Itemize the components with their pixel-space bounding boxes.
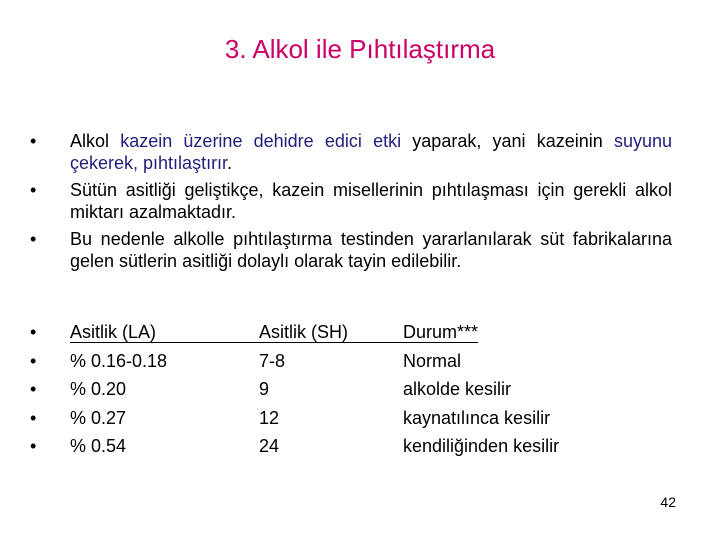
bullet-icon: • <box>30 180 37 200</box>
bullet-icon: • <box>30 322 37 342</box>
slide-title: 3. Alkol ile Pıhtılaştırma <box>224 34 496 64</box>
bullet-text: . <box>227 153 233 173</box>
bullet-icon: • <box>30 379 37 399</box>
cell-durum: kaynatılınca kesilir <box>403 407 551 428</box>
cell-sh: 12 <box>259 407 280 428</box>
table-row <box>30 347 690 376</box>
cell-la: % 0.16-0.18 <box>70 350 168 371</box>
bullet-text: yaparak, yani kazeinin <box>401 131 614 151</box>
acidity-table <box>30 318 690 461</box>
bullet-icon: • <box>30 229 37 249</box>
highlight-text: suyunu çekerek, pıhtılaştırır <box>70 131 673 173</box>
cell-durum: alkolde kesilir <box>403 379 512 399</box>
header-asitlik-la: Asitlik (LA) <box>70 318 259 343</box>
cell-la: % 0.27 <box>70 407 127 428</box>
table-row <box>30 404 690 433</box>
cell-sh: 7-8 <box>259 350 286 371</box>
page-number: 42 <box>660 494 676 510</box>
bullet-item <box>30 179 672 223</box>
cell-la: % 0.20 <box>70 379 127 399</box>
table-row <box>30 375 690 404</box>
bullet-text: Sütün asitliği geliştikçe, kazein misellerinin pıhtılaşması için gerekli alkol miktarı azalmaktadır. <box>70 180 672 222</box>
table-row <box>30 432 690 461</box>
table-header-row <box>30 318 690 347</box>
cell-durum: kendiliğinden kesilir <box>403 436 560 456</box>
cell-sh: 9 <box>259 379 270 399</box>
bullet-icon: • <box>30 131 37 151</box>
bullet-icon: • <box>30 407 37 428</box>
bullet-item <box>30 228 672 272</box>
cell-la: % 0.54 <box>70 436 127 456</box>
bullet-icon: • <box>30 436 37 456</box>
cell-durum: Normal <box>403 350 462 371</box>
header-durum: Durum*** <box>403 318 478 343</box>
bullet-icon: • <box>30 350 37 371</box>
bullet-text: Alkol <box>70 131 121 151</box>
cell-sh: 24 <box>259 436 280 456</box>
bullet-text: Bu nedenle alkolle pıhtılaştırma testinden yararlanılarak süt fabrikalarına gelen sütlerin asitliği dolaylı olarak tayin edilebilir. <box>70 229 672 271</box>
bullet-item <box>30 130 672 174</box>
bullet-list <box>30 130 672 277</box>
header-asitlik-sh: Asitlik (SH) <box>259 318 403 343</box>
highlight-text: kazein üzerine dehidre edici etki <box>120 131 402 151</box>
